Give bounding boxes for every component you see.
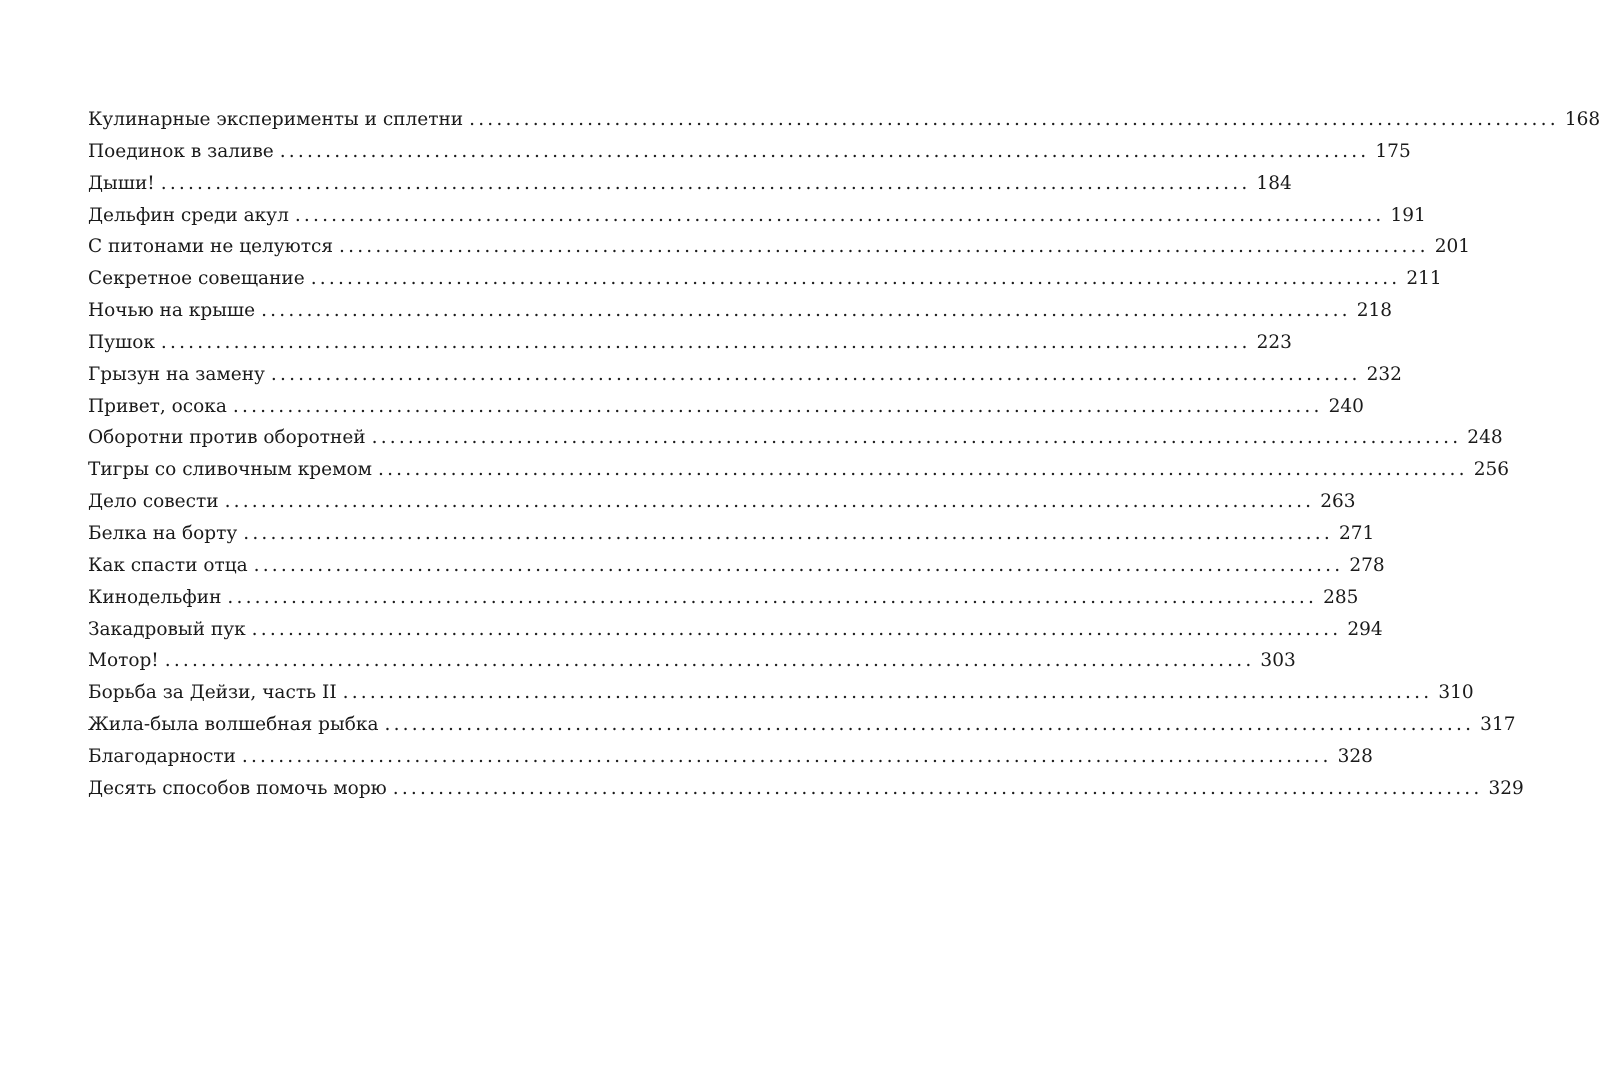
toc-entry-page-number: 278 — [1349, 554, 1385, 576]
toc-entry-title: Закадровый пук — [88, 618, 246, 640]
toc-entry-page-number: 256 — [1473, 459, 1510, 481]
toc-entry — [88, 454, 1510, 486]
toc-entry-title: Благодарности — [88, 745, 236, 767]
toc-entry-title: Мотор! — [88, 650, 159, 672]
toc-entry-title: Пушок — [88, 331, 155, 353]
toc-entry — [88, 645, 1296, 677]
toc-entry-title: Белка на борту — [88, 522, 238, 544]
toc-entry-title: Кинодельфин — [88, 586, 222, 608]
toc-entry — [88, 486, 1356, 518]
dot-leader: ........................................................................................................................ — [270, 363, 1361, 385]
toc-entry-title: Дыши! — [88, 172, 155, 194]
dot-leader: ........................................................................................................................ — [339, 236, 1429, 258]
toc-entry-page-number: 211 — [1406, 268, 1442, 290]
toc-entry — [88, 614, 1383, 646]
dot-leader: ........................................................................................................................ — [384, 714, 1475, 736]
toc-entry-title: Десять способов помочь морю — [88, 777, 387, 799]
dot-leader: ........................................................................................................................ — [279, 140, 1370, 162]
toc-entry — [88, 677, 1474, 709]
toc-entry — [88, 709, 1516, 741]
dot-leader: ........................................................................................................................ — [392, 777, 1483, 799]
dot-leader: ........................................................................................................................ — [241, 745, 1332, 767]
toc-entry-title: С питонами не целуются — [88, 236, 334, 258]
dot-leader: ........................................................................................................................ — [164, 650, 1255, 672]
dot-leader: ........................................................................................................................ — [232, 395, 1323, 417]
toc-entry-title: Оборотни против оборотней — [88, 427, 366, 449]
dot-leader: ........................................................................................................................ — [160, 331, 1251, 353]
toc-entry — [88, 263, 1442, 295]
toc-entry-page-number: 223 — [1256, 331, 1292, 353]
dot-leader: ........................................................................................................................ — [224, 491, 1315, 513]
toc-entry-page-number: 184 — [1256, 172, 1292, 194]
toc-entry-page-number: 285 — [1323, 586, 1359, 608]
toc-entry-page-number: 201 — [1434, 236, 1471, 258]
toc-entry-page-number: 232 — [1366, 363, 1402, 385]
toc-entry — [88, 773, 1524, 805]
toc-entry-page-number: 271 — [1338, 522, 1375, 544]
dot-leader: ........................................................................................................................ — [342, 682, 1433, 704]
dot-leader: ........................................................................................................................ — [251, 618, 1342, 640]
toc-entry — [88, 200, 1426, 232]
toc-entry-page-number: 328 — [1337, 745, 1373, 767]
dot-leader: ........................................................................................................................ — [227, 586, 1318, 608]
toc-entry-page-number: 248 — [1467, 427, 1503, 449]
table-of-contents — [88, 104, 1600, 805]
toc-entry-page-number: 240 — [1328, 395, 1364, 417]
toc-entry — [88, 136, 1411, 168]
toc-entry — [88, 295, 1393, 327]
toc-entry-page-number: 310 — [1438, 682, 1474, 704]
toc-entry-title: Поединок в заливе — [88, 140, 274, 162]
dot-leader: ........................................................................................................................ — [243, 522, 1333, 544]
dot-leader: ........................................................................................................................ — [261, 300, 1351, 322]
toc-entry-page-number: 168 — [1564, 109, 1600, 130]
toc-entry — [88, 104, 1600, 136]
dot-leader: ........................................................................................................................ — [310, 268, 1401, 290]
toc-entry-page-number: 294 — [1347, 618, 1383, 640]
toc-entry-title: Дельфин среди акул — [88, 204, 289, 226]
toc-entry — [88, 518, 1375, 550]
toc-entry-title: Секретное совещание — [88, 268, 305, 290]
toc-entry — [88, 327, 1292, 359]
dot-leader: ........................................................................................................................ — [253, 554, 1344, 576]
toc-entry — [88, 582, 1359, 614]
dot-leader: ........................................................................................................................ — [160, 172, 1251, 194]
toc-entry-title: Привет, осока — [88, 395, 227, 417]
toc-entry-title: Кулинарные эксперименты и сплетни — [88, 109, 464, 130]
toc-entry-page-number: 303 — [1260, 650, 1296, 672]
toc-entry-page-number: 191 — [1390, 204, 1426, 226]
toc-entry — [88, 391, 1364, 423]
toc-entry — [88, 422, 1503, 454]
toc-entry — [88, 231, 1471, 263]
toc-entry-title: Как спасти отца — [88, 554, 248, 576]
toc-entry-page-number: 263 — [1320, 491, 1356, 513]
toc-entry — [88, 550, 1385, 582]
dot-leader: ........................................................................................................................ — [294, 204, 1385, 226]
dot-leader: ........................................................................................................................ — [371, 427, 1462, 449]
toc-entry — [88, 741, 1373, 773]
toc-entry — [88, 359, 1402, 391]
dot-leader: ........................................................................................................................ — [469, 109, 1559, 130]
toc-entry-page-number: 218 — [1356, 300, 1393, 322]
toc-entry — [88, 168, 1292, 200]
toc-entry-title: Ночью на крыше — [88, 300, 256, 322]
toc-entry-title: Грызун на замену — [88, 363, 265, 385]
dot-leader: ........................................................................................................................ — [378, 459, 1468, 481]
toc-entry-title: Борьба за Дейзи, часть II — [88, 682, 337, 704]
toc-entry-title: Жила-была волшебная рыбка — [88, 714, 379, 736]
toc-entry-title: Дело совести — [88, 491, 219, 513]
toc-entry-page-number: 175 — [1375, 140, 1411, 162]
toc-entry-page-number: 317 — [1480, 714, 1516, 736]
toc-entry-page-number: 329 — [1488, 777, 1524, 799]
toc-entry-title: Тигры со сливочным кремом — [88, 459, 373, 481]
